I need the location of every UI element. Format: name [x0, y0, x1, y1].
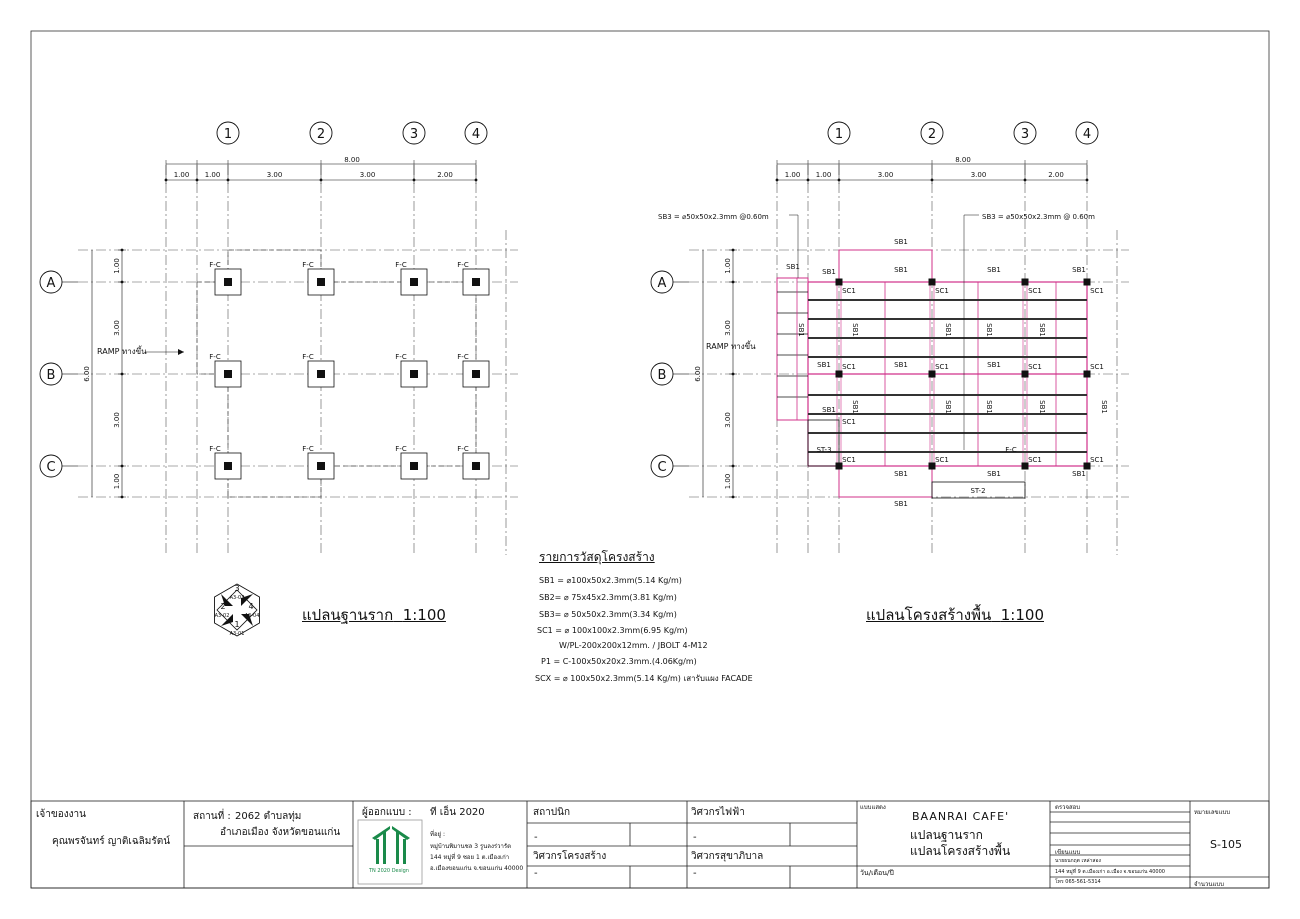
beam-label: SB1 [1072, 470, 1086, 478]
stair-label: ST-3 [816, 446, 832, 454]
structure-title-text: แปลนโครงสร้างพื้น [866, 606, 992, 624]
column-label: SC1 [1090, 456, 1104, 464]
dim-dot [732, 249, 735, 252]
dim-value: 1.00 [113, 473, 121, 490]
key-plan-label: A3-04 [244, 613, 260, 619]
beam-frame [839, 466, 932, 497]
beam-label: SB1 [822, 268, 836, 276]
beam-label: SB1 [987, 266, 1001, 274]
sheet-count-label: จำนวนแบบ [1194, 881, 1224, 888]
dim-overall: 8.00 [955, 156, 971, 164]
column-label: SC1 [842, 287, 856, 295]
sheet-no-label: หมายเลขแบบ [1194, 809, 1231, 816]
dim-value: 3.00 [113, 412, 121, 428]
grid-label-2: 2 [316, 127, 326, 142]
grid-label-4: 4 [1082, 127, 1092, 142]
dim-value: 1.00 [815, 171, 832, 179]
materials-item: SB3= ⌀ 50x50x2.3mm(3.34 Kg/m) [539, 610, 677, 619]
beam-label: SB1 [1100, 400, 1108, 414]
designer-label: ผู้ออกแบบ : [362, 807, 412, 818]
beam-label: SB1 [894, 238, 908, 246]
column-sc1 [836, 279, 843, 286]
column-sc1 [1084, 279, 1091, 286]
ramp-arrow-head [178, 349, 184, 355]
project-name: BAANRAI CAFE' [912, 810, 1010, 823]
footing-column [224, 278, 232, 286]
key-plan-label: 1 [234, 620, 240, 629]
drawn-addr: 144 หมู่ที่ 9 ต.เมืองเก่า อ.เมือง จ.ขอนแก่น 40000 [1055, 869, 1165, 875]
column-label: SC1 [935, 287, 949, 295]
grid-label-2: 2 [927, 127, 937, 142]
footing-column [317, 370, 325, 378]
dim-value: 3.00 [359, 171, 376, 179]
dim-dot [121, 496, 124, 499]
architect-dash: - [534, 832, 538, 843]
footing-column [224, 370, 232, 378]
footing-column [410, 278, 418, 286]
footing-label: F-C [302, 445, 314, 453]
column-label: SC1 [935, 363, 949, 371]
dim-dot [732, 465, 735, 468]
beam-label: SB1 [1072, 266, 1086, 274]
grid-label-A: A [657, 276, 667, 291]
grid-label-C: C [46, 460, 56, 475]
dim-dot [732, 373, 735, 376]
footing-column [472, 278, 480, 286]
dim-dot [121, 249, 124, 252]
column-sc1 [929, 279, 936, 286]
dim-dot [121, 281, 124, 284]
beam-label: SB1 [817, 361, 831, 369]
materials-item: P1 = C-100x50x20x2.3mm.(4.06Kg/m) [541, 657, 697, 666]
dim-value: 3.00 [266, 171, 283, 179]
floor-structure-plan [651, 122, 1129, 555]
column-sc1 [1022, 371, 1029, 378]
column-label: SC1 [842, 363, 856, 371]
dim-dot [121, 465, 124, 468]
owner-label: เจ้าของงาน [36, 809, 86, 820]
footing-label: F-C [302, 353, 314, 361]
dim-value: 1.00 [113, 258, 121, 274]
structure-scale: 1:100 [1000, 606, 1044, 624]
dim-value: 3.00 [877, 171, 894, 179]
drawing-title-2: แปลนโครงสร้างพื้น [910, 844, 1011, 858]
beam-label: SB1 [894, 266, 908, 274]
column-label: SC1 [1090, 363, 1104, 371]
electrical-dash: - [693, 832, 697, 843]
dim-value: 2.00 [437, 171, 453, 179]
beam-label: SB1 [894, 361, 908, 369]
stair-st3 [808, 420, 839, 466]
column-sc1 [1084, 371, 1091, 378]
designer-addr: อ.เมืองขอนแก่น จ.ขอนแก่น 40000 [430, 865, 524, 872]
designer-addr: ที่อยู่ : [430, 831, 446, 838]
footing-label: F-C [209, 261, 221, 269]
footing-label: F-C [395, 353, 407, 361]
footing-column [472, 370, 480, 378]
column-label: SC1 [1090, 287, 1104, 295]
footing-label: F-C [395, 445, 407, 453]
dim-dot [931, 179, 934, 182]
materials-item: SB1 = ⌀100x50x2.3mm(5.14 Kg/m) [539, 576, 682, 585]
architect-label: สถาปนิก [533, 807, 571, 818]
dim-dot [732, 281, 735, 284]
column-label: SC1 [1028, 363, 1042, 371]
sb3-note: SB3 = ⌀50x50x2.3mm @0.60m [658, 213, 769, 221]
dim-value: 1.00 [724, 473, 732, 490]
beam-label: SB1 [786, 263, 800, 271]
beam-label: SB1 [894, 470, 908, 478]
sheet-number: S-105 [1210, 838, 1242, 851]
drawn-tel: โทร 065-561-5314 [1055, 879, 1101, 885]
drawing-title-1: แปลนฐานราก [910, 828, 983, 842]
footing-column [410, 370, 418, 378]
column-label: SC1 [1028, 287, 1042, 295]
footing-label: F-C [209, 353, 221, 361]
dim-dot [413, 179, 416, 182]
materials-item: W/PL-200x200x12mm. / JBOLT 4-M12 [559, 641, 708, 650]
dim-value: 1.00 [204, 171, 221, 179]
key-plan-label: 2 [220, 602, 226, 611]
column-label: SC1 [935, 456, 949, 464]
structure-plan-title [866, 603, 1044, 627]
beam-label: SB1 [851, 323, 859, 337]
drawn-name: นายธนกฤต เหล่าสอง [1055, 858, 1101, 864]
footing-column [317, 278, 325, 286]
dim-value: 1.00 [724, 258, 732, 274]
key-plan-label: 3 [234, 584, 240, 593]
key-plan [215, 584, 260, 637]
structural-label: วิศวกรโครงสร้าง [533, 851, 607, 862]
grid-label-C: C [657, 460, 667, 475]
dim-value: 1.00 [784, 171, 801, 179]
key-plan-label: A3-03 [229, 595, 245, 601]
date-label: วัน/เดือน/ปี [860, 869, 894, 877]
beam-label: SB1 [987, 361, 1001, 369]
dim-dot [165, 179, 168, 182]
location-line2: อำเภอเมือง จังหวัดขอนแก่น [220, 827, 341, 838]
dim-value: 3.00 [724, 320, 732, 336]
beam-label: SB1 [822, 406, 836, 414]
stair-label: ST-2 [970, 487, 986, 495]
key-plan-label: 4 [248, 602, 254, 611]
materials-item: SCX = ⌀ 100x50x2.3mm(5.14 Kg/m) เสารับแผง FACADE [535, 674, 753, 683]
beam-label: SB1 [851, 400, 859, 414]
grid-label-4: 4 [471, 127, 481, 142]
dim-value: 3.00 [724, 412, 732, 428]
materials-title: รายการวัสดุโครงสร้าง [539, 550, 655, 564]
dim-overall: 8.00 [344, 156, 360, 164]
grid-label-B: B [46, 368, 56, 383]
location-label: สถานที่ : [193, 811, 231, 822]
location-line1: 2062 ตำบลทุ่ม [235, 811, 302, 822]
beam-label: SB1 [987, 470, 1001, 478]
ramp-frame [777, 278, 808, 420]
column-label: SC1 [842, 418, 856, 426]
foundation-title-text: แปลนฐานราก [302, 606, 394, 624]
dim-dot [838, 179, 841, 182]
dim-dot [732, 496, 735, 499]
beam-frame [839, 250, 932, 282]
grid-label-1: 1 [223, 127, 233, 142]
column-label: SC1 [842, 456, 856, 464]
footing-label: F-C [395, 261, 407, 269]
structural-dash: - [534, 868, 538, 879]
key-plan-label: A3-02 [214, 613, 230, 619]
grid-label-3: 3 [1020, 127, 1030, 142]
sanitary-dash: - [693, 868, 697, 879]
sanitary-label: วิศวกรสุขาภิบาล [691, 851, 764, 862]
footing-column [410, 462, 418, 470]
beam-label: SB1 [944, 400, 952, 414]
footing-label: F-C [302, 261, 314, 269]
designer-addr: 144 หมู่ที่ 9 ซอย 1 ต.เมืองเก่า [430, 854, 510, 861]
foundation-scale: 1:100 [402, 606, 446, 624]
materials-item: SB2= ⌀ 75x45x2.3mm(3.81 Kg/m) [539, 593, 677, 602]
grid-label-A: A [46, 276, 56, 291]
checked-label: ตรวจสอบ [1055, 804, 1081, 811]
dim-value: 3.00 [970, 171, 987, 179]
column-sc1 [836, 371, 843, 378]
footing-column [224, 462, 232, 470]
dim-overall: 6.00 [694, 366, 702, 382]
footing-label: F-C [1005, 446, 1017, 454]
grid-label-3: 3 [409, 127, 419, 142]
column-label: SC1 [1028, 456, 1042, 464]
footing-label: F-C [457, 353, 469, 361]
dim-dot [227, 179, 230, 182]
ramp-label: RAMP ทางขึ้น [706, 342, 756, 351]
footing-label: F-C [457, 261, 469, 269]
materials-item: SC1 = ⌀ 100x100x2.3mm(6.95 Kg/m) [537, 626, 688, 635]
beam-label: SB1 [1038, 400, 1046, 414]
designer-name: ที เอ็น 2020 [430, 807, 485, 818]
dim-dot [776, 179, 779, 182]
drawing-label: แบบแสดง [860, 804, 886, 811]
beam-label: SB1 [944, 323, 952, 337]
dim-dot [1024, 179, 1027, 182]
dim-dot [1086, 179, 1089, 182]
dim-overall: 6.00 [83, 366, 91, 382]
logo-caption: TN 2020 Design [369, 868, 409, 874]
column-sc1 [1022, 279, 1029, 286]
grid-label-1: 1 [834, 127, 844, 142]
dim-value: 3.00 [113, 320, 121, 336]
ramp-label: RAMP ทางขึ้น [97, 347, 147, 356]
footing-label: F-C [209, 445, 221, 453]
dim-dot [121, 373, 124, 376]
beam-label: SB1 [985, 400, 993, 414]
grid-label-B: B [657, 368, 667, 383]
footing-column [317, 462, 325, 470]
dim-dot [475, 179, 478, 182]
sb3-note: SB3 = ⌀50x50x2.3mm @ 0.60m [982, 213, 1095, 221]
footing-column [472, 462, 480, 470]
footing-label: F-C [457, 445, 469, 453]
electrical-label: วิศวกรไฟฟ้า [691, 807, 745, 818]
drawn-label: เขียนแบบ [1055, 849, 1081, 856]
key-plan-label: A3-01 [229, 631, 245, 637]
dim-dot [807, 179, 810, 182]
dim-value: 2.00 [1048, 171, 1064, 179]
beam-label: SB1 [797, 323, 805, 337]
beam-label: SB1 [985, 323, 993, 337]
beam-label: SB1 [1038, 323, 1046, 337]
owner-name: คุณพรจันทร์ ญาติเฉลิมรัตน์ [52, 836, 171, 847]
foundation-plan-title [302, 603, 446, 627]
designer-addr: หมู่บ้านพิมานชล 3 รูนลงร่วารัต [430, 843, 511, 850]
dim-value: 1.00 [173, 171, 190, 179]
beam-label: SB1 [894, 500, 908, 508]
foundation-plan [40, 122, 518, 555]
column-sc1 [929, 371, 936, 378]
dim-dot [320, 179, 323, 182]
dim-dot [196, 179, 199, 182]
